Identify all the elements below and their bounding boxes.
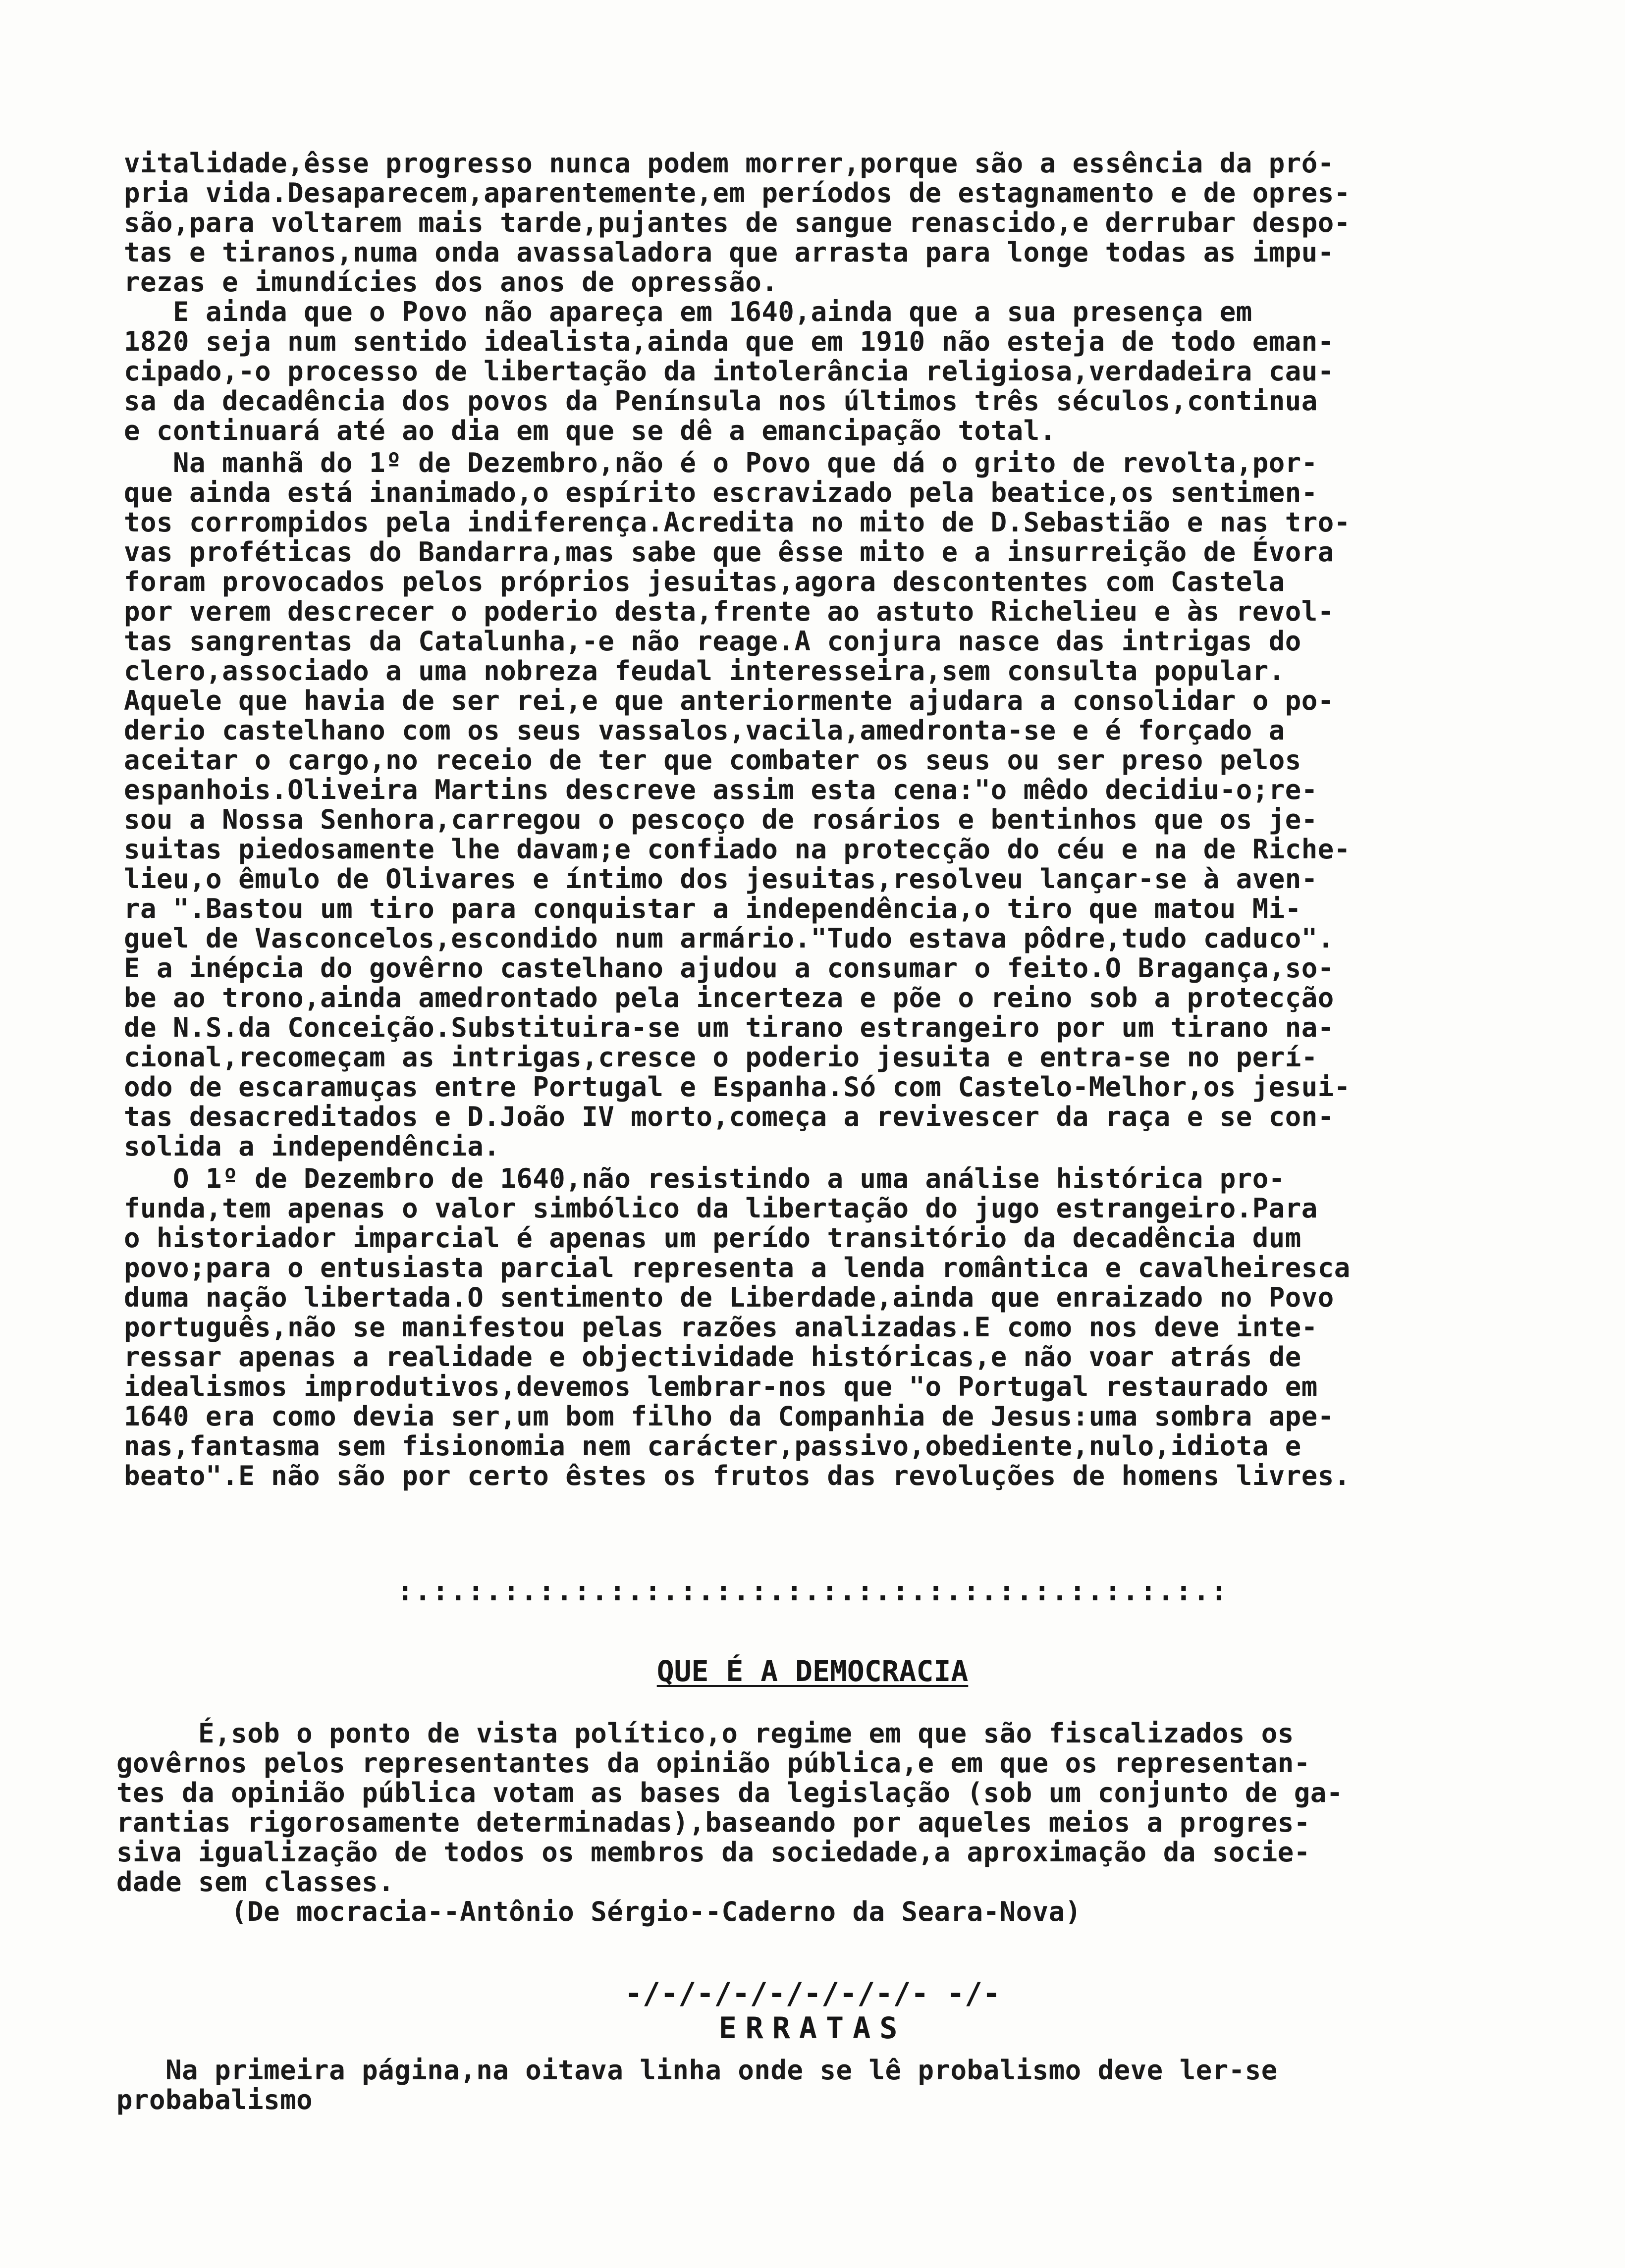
text-line: rezas e imundícies dos anos de opressão. xyxy=(124,266,778,298)
text-line: funda,tem apenas o valor simbólico da libertação do jugo estrangeiro.Para xyxy=(124,1193,1318,1224)
section-heading: QUE É A DEMOCRACIA xyxy=(656,1654,969,1688)
text-line: O 1º de Dezembro de 1640,não resistindo a uma análise histórica pro- xyxy=(124,1163,1285,1194)
text-line: são,para voltarem mais tarde,pujantes de sangue renascido,e derrubar despo- xyxy=(124,207,1351,238)
text-line: derio castelhano com os seus vassalos,vacila,amedronta-se e é forçado a xyxy=(124,715,1285,746)
text-line: cipado,-o processo de libertação da intolerância religiosa,verdadeira cau- xyxy=(124,356,1334,387)
text-line: nas,fantasma sem fisionomia nem carácter,passivo,obediente,nulo,idiota e xyxy=(124,1430,1301,1462)
text-line: por verem descrecer o poderio desta,frente ao astuto Richelieu e às revol- xyxy=(124,596,1334,627)
text-line: dade sem classes. xyxy=(116,1866,395,1898)
text-line: e continuará até ao dia em que se dê a emancipação total. xyxy=(124,415,1056,446)
text-line: cional,recomeçam as intrigas,cresce o poderio jesuita e entra-se no perí- xyxy=(124,1042,1318,1073)
text-line: tas e tiranos,numa onda avassaladora que arrasta para longe todas as impu- xyxy=(124,237,1334,268)
text-line: foram provocados pelos próprios jesuitas,agora descontentes com Castela xyxy=(124,566,1285,597)
text-line: duma nação libertada.O sentimento de Liberdade,ainda que enraizado no Povo xyxy=(124,1282,1334,1313)
text-line: o historiador imparcial é apenas um perído transitório da decadência dum xyxy=(124,1222,1301,1254)
text-line: que ainda está inanimado,o espírito escravizado pela beatice,os sentimen- xyxy=(124,477,1318,508)
text-line: tos corrompidos pela indiferença.Acredita no mito de D.Sebastião e nas tro- xyxy=(124,507,1351,538)
text-line: aceitar o cargo,no receio de ter que combater os seus ou ser preso pelos xyxy=(124,744,1301,776)
errata-rule: -/-/-/-/-/-/-/-/- -/- xyxy=(624,1976,1001,2011)
text-line: tes da opinião pública votam as bases da legislação (sob um conjunto de ga- xyxy=(116,1777,1343,1808)
text-line: E a inépcia do govêrno castelhano ajudou a consumar o feito.O Bragança,so- xyxy=(124,952,1334,984)
text-line: Na primeira página,na oitava linha onde se lê probalismo deve ler-se xyxy=(116,2055,1278,2086)
text-line: Aquele que havia de ser rei,e que anteriormente ajudara a consolidar o po- xyxy=(124,685,1334,716)
text-line: É,sob o ponto de vista político,o regime em que são fiscalizados os xyxy=(116,1718,1294,1749)
text-line: govêrnos pelos representantes da opinião pública,e em que os representan- xyxy=(116,1747,1310,1779)
text-line: de N.S.da Conceição.Substituira-se um tirano estrangeiro por um tirano na- xyxy=(124,1012,1334,1043)
text-line: ressar apenas a realidade e objectividade históricas,e não voar atrás de xyxy=(124,1341,1301,1372)
text-line: 1640 era como devia ser,um bom filho da Companhia de Jesus:uma sombra ape- xyxy=(124,1401,1334,1432)
text-line: rantias rigorosamente determinadas),baseando por aqueles meios a progres- xyxy=(116,1807,1310,1838)
text-line: guel de Vasconcelos,escondido num armário."Tudo estava pôdre,tudo caduco". xyxy=(124,923,1334,954)
text-line: ra ".Bastou um tiro para conquistar a independência,o tiro que matou Mi- xyxy=(124,893,1301,924)
text-line: tas sangrentas da Catalunha,-e não reage.A conjura nasce das intrigas do xyxy=(124,626,1301,657)
text-line: sa da decadência dos povos da Península nos últimos três séculos,continua xyxy=(124,385,1318,417)
text-line: idealismos improdutivos,devemos lembrar-nos que "o Portugal restaurado em xyxy=(124,1371,1318,1402)
text-line: beato".E não são por certo êstes os frutos das revoluções de homens livres. xyxy=(124,1460,1351,1491)
text-line: E ainda que o Povo não apareça em 1640,ainda que a sua presença em xyxy=(124,296,1252,327)
text-line: 1820 seja num sentido idealista,ainda que em 1910 não esteja de todo eman- xyxy=(124,326,1334,357)
text-line: probabalismo xyxy=(116,2084,313,2115)
text-line: lieu,o êmulo de Olivares e íntimo dos jesuitas,resolveu lançar-se à aven- xyxy=(124,863,1318,895)
text-line: be ao trono,ainda amedrontado pela incerteza e põe o reino sob a protecção xyxy=(124,982,1334,1013)
citation-line: (De mocracia--Antônio Sérgio--Caderno da Seara-Nova) xyxy=(116,1896,1082,1927)
text-line: siva igualização de todos os membros da sociedade,a aproximação da socie- xyxy=(116,1837,1310,1868)
text-line: Na manhã do 1º de Dezembro,não é o Povo que dá o grito de revolta,por- xyxy=(124,447,1318,478)
section-separator: :.:.:.:.:.:.:.:.:.:.:.:.:.:.:.:.:.:.:.:.:.:.:.: xyxy=(396,1575,1229,1607)
text-line: sou a Nossa Senhora,carregou o pescoço de rosários e bentinhos que os je- xyxy=(124,804,1318,835)
text-line: vitalidade,êsse progresso nunca podem morrer,porque são a essência da pró- xyxy=(124,148,1334,179)
text-line: português,não se manifestou pelas razões analizadas.E como nos deve inte- xyxy=(124,1312,1318,1343)
text-line: solida a independência. xyxy=(124,1131,500,1162)
text-line: povo;para o entusiasta parcial representa a lenda romântica e cavalheiresca xyxy=(124,1252,1351,1283)
text-line: odo de escaramuças entre Portugal e Espanha.Só com Castelo-Melhor,os jesui- xyxy=(124,1071,1351,1103)
text-line: suitas piedosamente lhe davam;e confiado na protecção do céu e na de Riche- xyxy=(124,834,1351,865)
text-line: espanhois.Oliveira Martins descreve assim esta cena:"o mêdo decidiu-o;re- xyxy=(124,774,1318,805)
text-line: clero,associado a uma nobreza feudal interesseira,sem consulta popular. xyxy=(124,655,1285,686)
errata-title: ERRATAS xyxy=(718,2011,907,2046)
text-line: vas proféticas do Bandarra,mas sabe que êsse mito e a insurreição de Évora xyxy=(124,536,1334,568)
text-line: tas desacreditados e D.João IV morto,começa a revivescer da raça e se con- xyxy=(124,1101,1334,1132)
text-line: pria vida.Desaparecem,aparentemente,em períodos de estagnamento e de opres- xyxy=(124,177,1351,209)
